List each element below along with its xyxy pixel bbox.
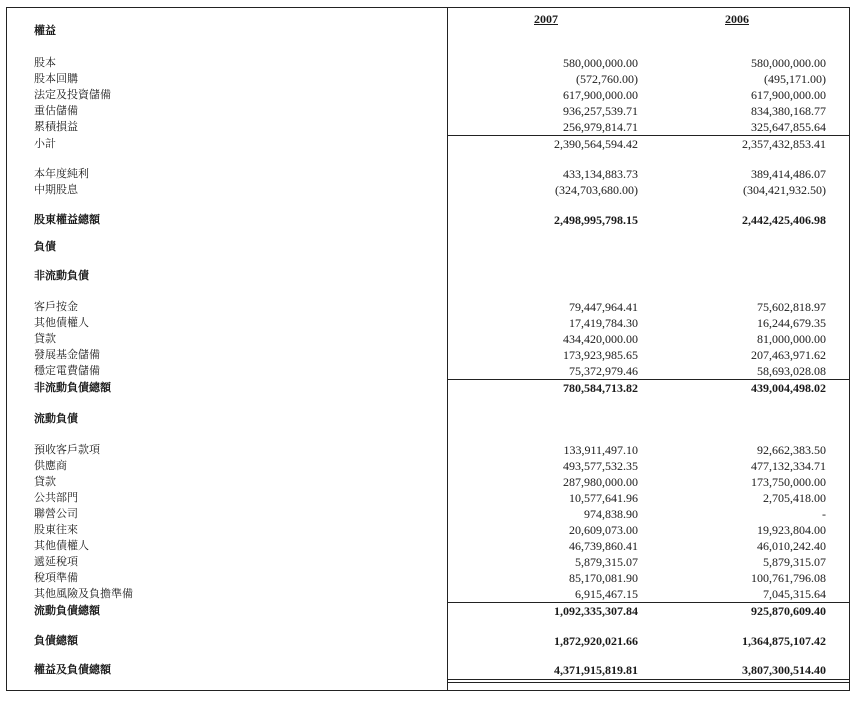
table-row <box>0 119 867 135</box>
row-label: 股本回購 <box>34 73 78 85</box>
row-label: 本年度純利 <box>34 168 89 180</box>
section-label: 負債 <box>34 241 56 253</box>
section-heading-liabilities <box>0 239 867 255</box>
value-2006: 7,045,315.64 <box>763 587 826 601</box>
value-2006: 173,750,000.00 <box>751 475 826 489</box>
value-2006: 439,004,498.02 <box>751 381 826 395</box>
value-2006: 46,010,242.40 <box>757 539 826 553</box>
value-2006: 58,693,028.08 <box>757 364 826 378</box>
row-label: 股東權益總額 <box>34 214 100 226</box>
value-2006: (495,171.00) <box>764 72 826 86</box>
value-2007: 20,609,073.00 <box>569 523 638 537</box>
table-row <box>0 586 867 602</box>
table-row <box>0 442 867 458</box>
row-label: 股東往來 <box>34 524 78 536</box>
table-row <box>0 87 867 103</box>
section-heading-current <box>0 411 867 427</box>
value-2006: 19,923,804.00 <box>757 523 826 537</box>
value-2007: 10,577,641.96 <box>569 491 638 505</box>
row-label: 穩定電費儲備 <box>34 365 100 377</box>
value-2006: 81,000,000.00 <box>757 332 826 346</box>
value-2007: 493,577,532.35 <box>563 459 638 473</box>
value-2006: 207,463,971.62 <box>751 348 826 362</box>
row-label: 流動負債總額 <box>34 605 100 617</box>
table-row <box>0 490 867 506</box>
table-row <box>0 554 867 570</box>
value-2007: 434,420,000.00 <box>563 332 638 346</box>
section-heading-equity <box>0 23 867 39</box>
value-2006: 92,662,383.50 <box>757 443 826 457</box>
table-row <box>0 506 867 522</box>
value-2007: 780,584,713.82 <box>563 381 638 395</box>
section-heading-non-current <box>0 268 867 284</box>
section-label: 流動負債 <box>34 413 78 425</box>
year-header-2006: 2006 <box>725 12 749 26</box>
table-row-grand-total <box>0 662 867 678</box>
row-label: 負債總額 <box>34 635 78 647</box>
table-row-subtotal <box>0 136 867 152</box>
row-label: 遞延稅項 <box>34 556 78 568</box>
value-2006: 75,602,818.97 <box>757 300 826 314</box>
value-2007: 433,134,883.73 <box>563 167 638 181</box>
row-label: 其他風險及負擔準備 <box>34 588 133 600</box>
value-2006: (304,421,932.50) <box>743 183 826 197</box>
row-label: 重估儲備 <box>34 105 78 117</box>
section-label: 非流動負債 <box>34 270 89 282</box>
table-row <box>0 331 867 347</box>
value-2007: 287,980,000.00 <box>563 475 638 489</box>
table-row-current-total <box>0 603 867 619</box>
value-2006: 834,380,168.77 <box>751 104 826 118</box>
table-row <box>0 458 867 474</box>
row-label: 客戶按金 <box>34 301 78 313</box>
row-label: 非流動負債總額 <box>34 382 111 394</box>
table-row <box>0 363 867 379</box>
value-2007: 2,498,995,798.15 <box>554 213 638 227</box>
table-row <box>0 570 867 586</box>
table-row <box>0 166 867 182</box>
year-header-2007: 2007 <box>534 12 558 26</box>
value-2006: 925,870,609.40 <box>751 604 826 618</box>
double-rule-top <box>448 679 849 680</box>
value-2007: 2,390,564,594.42 <box>554 137 638 151</box>
value-2006: 477,132,334.71 <box>751 459 826 473</box>
table-row-non-current-total <box>0 380 867 396</box>
value-2007: 79,447,964.41 <box>569 300 638 314</box>
row-label: 股本 <box>34 57 56 69</box>
section-label: 權益 <box>34 25 56 37</box>
value-2006: - <box>822 507 826 521</box>
value-2007: 974,838.90 <box>584 507 638 521</box>
value-2006: 1,364,875,107.42 <box>742 634 826 648</box>
row-label: 法定及投資儲備 <box>34 89 111 101</box>
value-2006: 389,414,486.07 <box>751 167 826 181</box>
row-label: 累積損益 <box>34 121 78 133</box>
table-row <box>0 299 867 315</box>
row-label: 發展基金儲備 <box>34 349 100 361</box>
table-row <box>0 315 867 331</box>
value-2007: 75,372,979.46 <box>569 364 638 378</box>
table-row <box>0 474 867 490</box>
value-2007: 6,915,467.15 <box>575 587 638 601</box>
value-2006: 617,900,000.00 <box>751 88 826 102</box>
row-label: 貸款 <box>34 333 56 345</box>
value-2006: 2,442,425,406.98 <box>742 213 826 227</box>
value-2007: 1,872,920,021.66 <box>554 634 638 648</box>
row-label: 供應商 <box>34 460 67 472</box>
value-2007: 173,923,985.65 <box>563 348 638 362</box>
value-2007: 580,000,000.00 <box>563 56 638 70</box>
row-label: 其他債權人 <box>34 317 89 329</box>
row-label: 中期股息 <box>34 184 78 196</box>
value-2007: 46,739,860.41 <box>569 539 638 553</box>
table-row <box>0 347 867 363</box>
value-2007: 17,419,784.30 <box>569 316 638 330</box>
table-row <box>0 103 867 119</box>
value-2007: (572,760.00) <box>576 72 638 86</box>
table-row <box>0 182 867 198</box>
row-label: 聯營公司 <box>34 508 78 520</box>
value-2006: 2,357,432,853.41 <box>742 137 826 151</box>
table-row-total-liabilities <box>0 633 867 649</box>
table-row-total-equity <box>0 212 867 228</box>
table-row <box>0 522 867 538</box>
row-label: 稅項準備 <box>34 572 78 584</box>
row-label: 預收客戶款項 <box>34 444 100 456</box>
value-2006: 3,807,300,514.40 <box>742 663 826 677</box>
value-2007: 5,879,315.07 <box>575 555 638 569</box>
row-label: 小計 <box>34 138 56 150</box>
value-2007: 133,911,497.10 <box>563 443 638 457</box>
value-2006: 2,705,418.00 <box>763 491 826 505</box>
double-rule-bottom <box>448 682 849 683</box>
value-2007: 256,979,814.71 <box>563 120 638 134</box>
value-2006: 100,761,796.08 <box>751 571 826 585</box>
row-label: 貸款 <box>34 476 56 488</box>
value-2007: 1,092,335,307.84 <box>554 604 638 618</box>
value-2006: 325,647,855.64 <box>751 120 826 134</box>
row-label: 其他債權人 <box>34 540 89 552</box>
row-label: 權益及負債總額 <box>34 664 111 676</box>
value-2007: 85,170,081.90 <box>569 571 638 585</box>
table-row <box>0 71 867 87</box>
value-2007: 936,257,539.71 <box>563 104 638 118</box>
value-2007: (324,703,680.00) <box>555 183 638 197</box>
table-row <box>0 55 867 71</box>
value-2007: 617,900,000.00 <box>563 88 638 102</box>
table-row <box>0 538 867 554</box>
value-2007: 4,371,915,819.81 <box>554 663 638 677</box>
value-2006: 16,244,679.35 <box>757 316 826 330</box>
value-2006: 5,879,315.07 <box>763 555 826 569</box>
row-label: 公共部門 <box>34 492 78 504</box>
value-2006: 580,000,000.00 <box>751 56 826 70</box>
